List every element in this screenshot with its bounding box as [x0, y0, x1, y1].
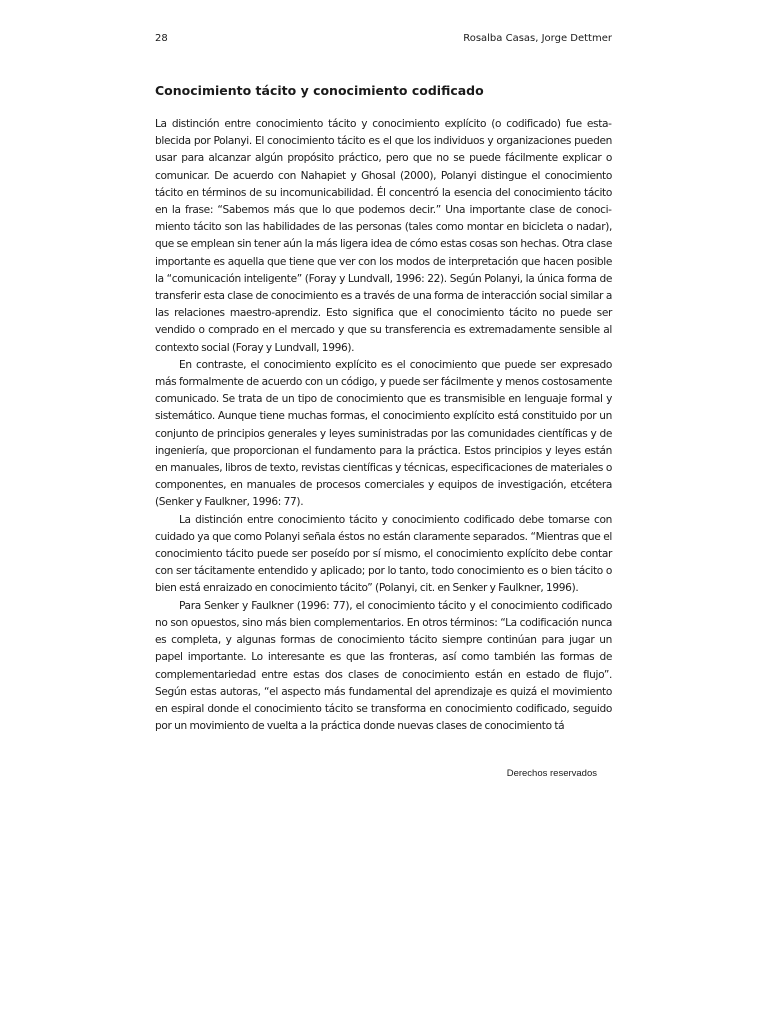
- paragraph: La distinción entre conocimiento tácito y conocimiento codificado debe tomarse con cuidado ya que como Polanyi señala éstos no están claramente separados. “Mientras que el conocimiento tácito puede ser poseído por sí mismo, el conocimiento explícito debe contar con ser tácitamente entendido y aplicado; por lo tanto, todo conocimiento es o bien tácito o bien está enraizado en conocimiento tácito” (Polanyi, cit. en Senker y Faulkner, 1996).: [155, 513, 612, 595]
- paragraph: Para Senker y Faulkner (1996: 77), el conocimiento tácito y el conocimiento codificado no son opuestos, sino más bien complementarios. En otros términos: “La codificación nunca es completa, y algunas formas de conocimiento tácito siempre continúan para jugar un papel importante. Lo interesante es que las fronteras, así como también las formas de complementariedad entre estas dos clases de conocimiento están en estado de flujo”. Según estas autoras, “el aspecto más fundamental del aprendizaje es quizá el movimiento en espiral donde el conocimiento tácito se transforma en conocimiento codificado, seguido por un movimiento de vuelta a la práctica donde nuevas clases de conocimiento tá: [155, 599, 612, 733]
- paragraph: En contraste, el conocimiento explícito es el conocimiento que puede ser expresado más formalmente de acuerdo con un código, y puede ser fácilmente y menos costosamente comunicado. Se trata de un tipo de conocimiento que es transmisible en lenguaje formal y sistemático. Aunque tiene muchas formas, el conocimiento explícito está constituido por un conjunto de principios generales y leyes suministradas por las comunidades científicas y de ingeniería, que proporcionan el fundamento para la práctica. Estos principios y leyes están en manuales, libros de texto, revistas científicas y técnicas, especificaciones de materiales o componentes, en manuales de procesos comerciales y equipos de investigación, etcétera (Senker y Faulkner, 1996: 77).: [155, 358, 612, 509]
- footer-rights: Derechos reservados: [506, 768, 597, 779]
- paragraph: La distinción entre conocimiento tácito y conocimiento explícito (o codificado) fue establecida por Polanyi. El conocimiento tácito es el que los individuos y organizaciones pueden usar para alcanzar algún propósito práctico, pero que no se puede fácilmente explicar o comunicar. De acuerdo con Nahapiet y Ghosal (2000), Polanyi distingue el conocimiento tácito en términos de su incomunicabilidad. Él concentró la esencia del conocimiento tácito en la frase: “Sabemos más que lo que podemos decir.” Una importante clase de conocimiento tácito son las habilidades de las personas (tales como montar en bicicleta o nadar), que se emplean sin tener aún la más ligera idea de cómo estas cosas son hechas. Otra clase importante es aquella que tiene que ver con los modos de interpretación que hacen posible la “comunicación inteligente” (Foray y Lundvall, 1996: 22). Según Polanyi, la única forma de transferir esta clase de conocimiento es a través de una forma de interacción social similar a las relaciones maestro-aprendiz. Esto significa que el conocimiento tácito no puede ser vendido o comprado en el mercado y que su transferencia es extremadamente sensible al contexto social (Foray y Lundvall, 1996).: [155, 118, 612, 354]
- running-head-authors: Rosalba Casas, Jorge Dettmer: [463, 33, 612, 44]
- section-title: Conocimiento tácito y conocimiento codificado: [155, 83, 484, 98]
- page-header: [155, 31, 612, 47]
- page-number: 28: [155, 33, 168, 44]
- body-text: [155, 116, 612, 735]
